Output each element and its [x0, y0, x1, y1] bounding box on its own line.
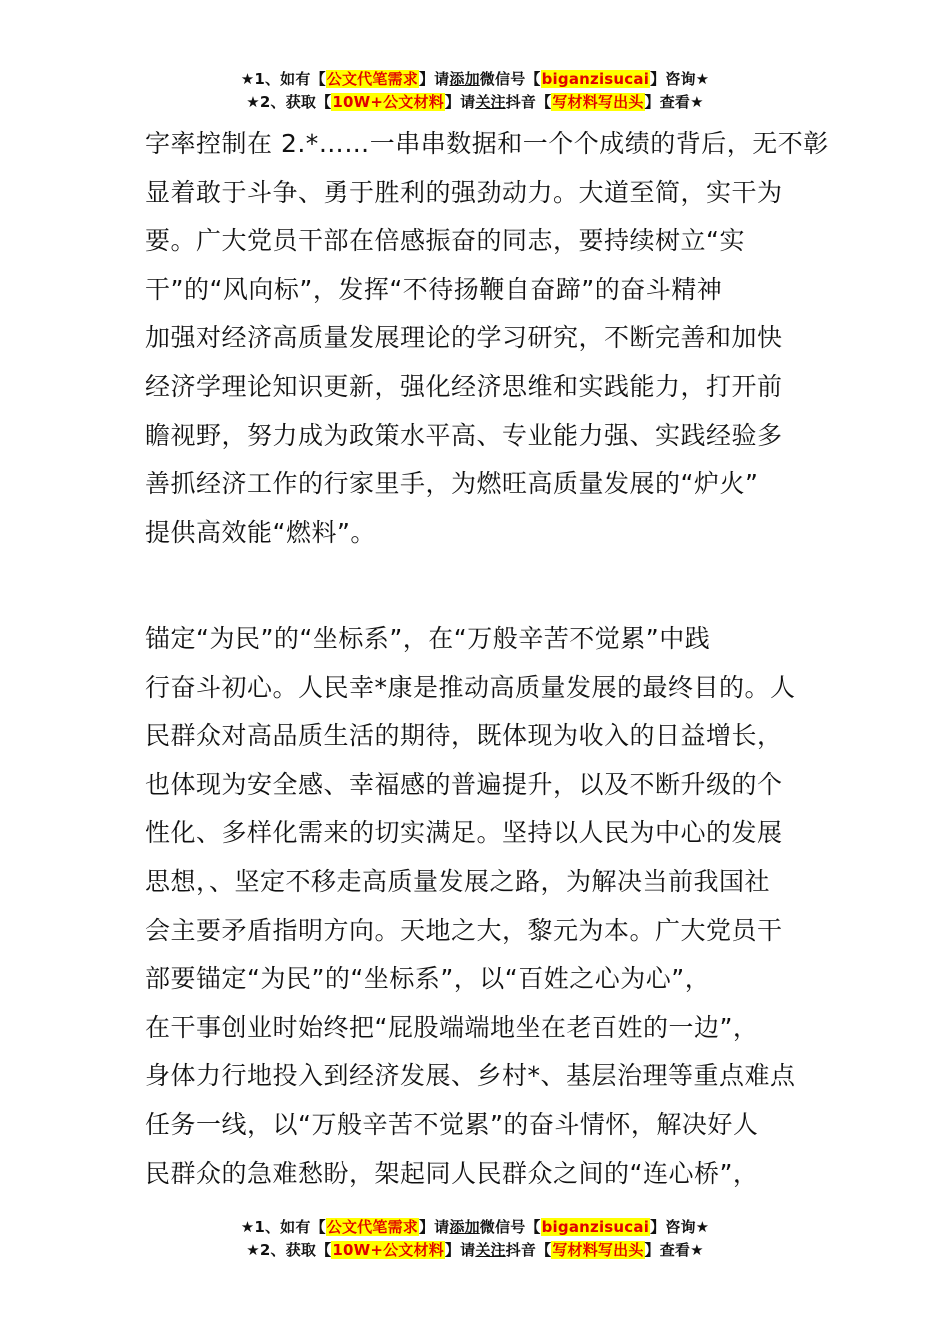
banner-highlight-service: 公文代笔需求: [326, 70, 418, 88]
paragraph-1: [145, 120, 829, 557]
paragraph-line: 性化、多样化需来的切实满足。坚持以人民为中心的发展: [145, 818, 783, 848]
footer-banner: [0, 1216, 950, 1262]
banner-highlight-wechat: biganzisucai: [541, 1218, 650, 1236]
banner-highlight-douyin: 写材料写出头: [552, 93, 644, 111]
banner-highlight-materials: 10W+公文材料: [332, 93, 444, 111]
paragraph-line: 加强对经济高质量发展理论的学习研究，不断完善和加快: [145, 323, 783, 353]
paragraph-line: 在干事创业时始终把“屁股端端地坐在老百姓的一边”，: [145, 1012, 759, 1042]
paragraph-line: 会主要矛盾指明方向。天地之大，黎元为本。广大党员干: [145, 915, 783, 945]
paragraph-line: 民群众对高品质生活的期待，既体现为收入的日益增长，: [145, 721, 783, 751]
paragraph-2: [145, 615, 825, 1198]
paragraph-line: 行奋斗初心。人民幸*康是推动高质量发展的最终目的。人: [145, 672, 796, 702]
paragraph-line: 善抓经济工作的行家里手，为燃旺高质量发展的“炉火”: [145, 469, 759, 499]
paragraph-line: 思想，、坚定不移走高质量发展之路，为解决当前我国社: [145, 866, 771, 896]
paragraph-line: 要。广大党员干部在倍感振奋的同志，要持续树立“实: [145, 226, 745, 256]
paragraph-line: 任务一线，以“万般辛苦不觉累”的奋斗情怀，解决好人: [145, 1109, 759, 1139]
banner-line-2: ★2、获取【10W+公文材料】请关注抖音【写材料写出头】查看★: [246, 1241, 704, 1259]
paragraph-line: 显着敢于斗争、勇于胜利的强劲动力。大道至简，实干为: [145, 177, 783, 207]
banner-highlight-douyin: 写材料写出头: [552, 1241, 644, 1259]
paragraph-line: 瞻视野，努力成为政策水平高、专业能力强、实践经验多: [145, 420, 783, 450]
banner-line-1: ★1、如有【公文代笔需求】请添加微信号【biganzisucai】咨询★: [240, 1218, 710, 1236]
paragraph-line: 字率控制在 2.*……一串串数据和一个个成绩的背后，无不彰: [145, 129, 829, 158]
paragraph-line: 锚定“为民”的“坐标系”，在“万般辛苦不觉累”中践: [145, 624, 711, 653]
paragraph-line: 部要锚定“为民”的“坐标系”，以“百姓之心为心”，: [145, 964, 711, 994]
paragraph-line: 经济学理论知识更新，强化经济思维和实践能力，打开前: [145, 371, 783, 401]
banner-highlight-service: 公文代笔需求: [326, 1218, 418, 1236]
header-banner: [0, 68, 950, 114]
banner-line-1: ★1、如有【公文代笔需求】请添加微信号【biganzisucai】咨询★: [240, 70, 710, 88]
paragraph-line: 身体力行地投入到经济发展、乡村*、基层治理等重点难点: [145, 1061, 796, 1091]
banner-line-2: ★2、获取【10W+公文材料】请关注抖音【写材料写出头】查看★: [246, 93, 704, 111]
paragraph-line: 也体现为安全感、幸福感的普遍提升，以及不断升级的个: [145, 769, 783, 799]
paragraph-line: 干”的“风向标”，发挥“不待扬鞭自奋蹄”的奋斗精神: [145, 274, 723, 304]
banner-highlight-materials: 10W+公文材料: [332, 1241, 444, 1259]
banner-highlight-wechat: biganzisucai: [541, 70, 650, 88]
paragraph-line: 民群众的急难愁盼，架起同人民群众之间的“连心桥”，: [145, 1158, 759, 1188]
paragraph-line: 提供高效能“燃料”。: [145, 517, 376, 547]
